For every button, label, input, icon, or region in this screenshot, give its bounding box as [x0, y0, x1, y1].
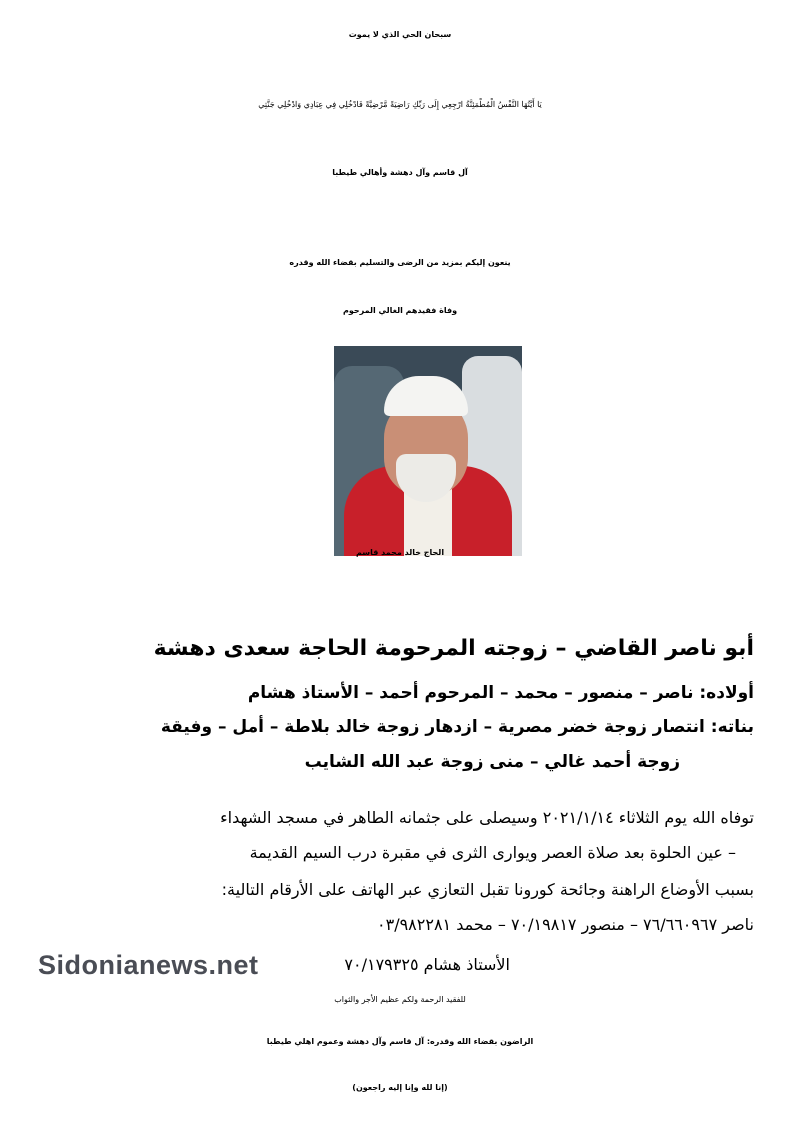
closing-line-2: الراضون بقضاء الله وقدره: آل قاسم وآل دهشة وعموم اهلي طيطبا: [266, 1037, 534, 1046]
closing-line-1: للفقيد الرحمة ولكم عظيم الأجر والثواب: [334, 995, 466, 1004]
phone-numbers-line-2: الأستاذ هشام ٧٠/١٧٩٣٢٥: [344, 955, 510, 974]
announcement-line-2: وفاة فقيدهم الغالي المرحوم: [342, 306, 458, 315]
phone-numbers-line-1: ناصر ٧٦/٦٦٠٩٦٧ – منصور ٧٠/١٩٨١٧ – محمد ٠٣/٩٨٢٢٨١: [377, 915, 754, 934]
announcement-line-1: ينعون إليكم بمزيد من الرضى والتسليم بقضاء الله وقدره: [289, 258, 511, 267]
condolence-notice: بسبب الأوضاع الراهنة وجائحة كورونا تقبل التعازي عبر الهاتف على الأرقام التالية:: [221, 880, 754, 899]
watermark-logo: Sidonianews.net: [38, 950, 259, 980]
quran-verse: يَا أَيَّتُهَا النَّفْسُ الْمُطْمَئِنَّةُ ارْجِعِي إِلَى رَبِّكِ رَاضِيَةً مَّرْضِيَّةً فَادْخُلِي فِي عِبَادِي وَادْخُلِي جَنَّتِي: [258, 100, 542, 109]
families-heading: آل قاسم وآل دهشة وأهالي طيطبا: [332, 168, 468, 177]
closing-line-3: (إنا لله وإنا إليه راجعون): [352, 1083, 448, 1092]
deceased-photo: [334, 346, 522, 556]
sons-list: أولاده: ناصر – منصور – محمد – المرحوم أحمد – الأستاذ هشام: [247, 683, 754, 703]
opening-phrase: سبحان الحي الذي لا يموت: [348, 30, 452, 39]
funeral-details-line-1: توفاه الله يوم الثلاثاء ٢٠٢١/١/١٤ وسيصلى على جثمانه الطاهر في مسجد الشهداء: [220, 808, 754, 827]
daughters-list-line-1: بناته: انتصار زوجة خضر مصرية – ازدهار زوجة خالد بلاطة – أمل – وفيقة: [160, 717, 754, 737]
daughters-list-line-2: زوجة أحمد غالي – منى زوجة عبد الله الشايب: [304, 752, 680, 772]
funeral-details-line-2: – عين الحلوة بعد صلاة العصر ويوارى الثرى في مقبرة درب السيم القديمة: [249, 843, 736, 862]
deceased-subtitle: أبو ناصر القاضي – زوجته المرحومة الحاجة سعدى دهشة: [153, 636, 754, 661]
deceased-name: الحاج خالد محمد قاسم: [355, 548, 445, 557]
